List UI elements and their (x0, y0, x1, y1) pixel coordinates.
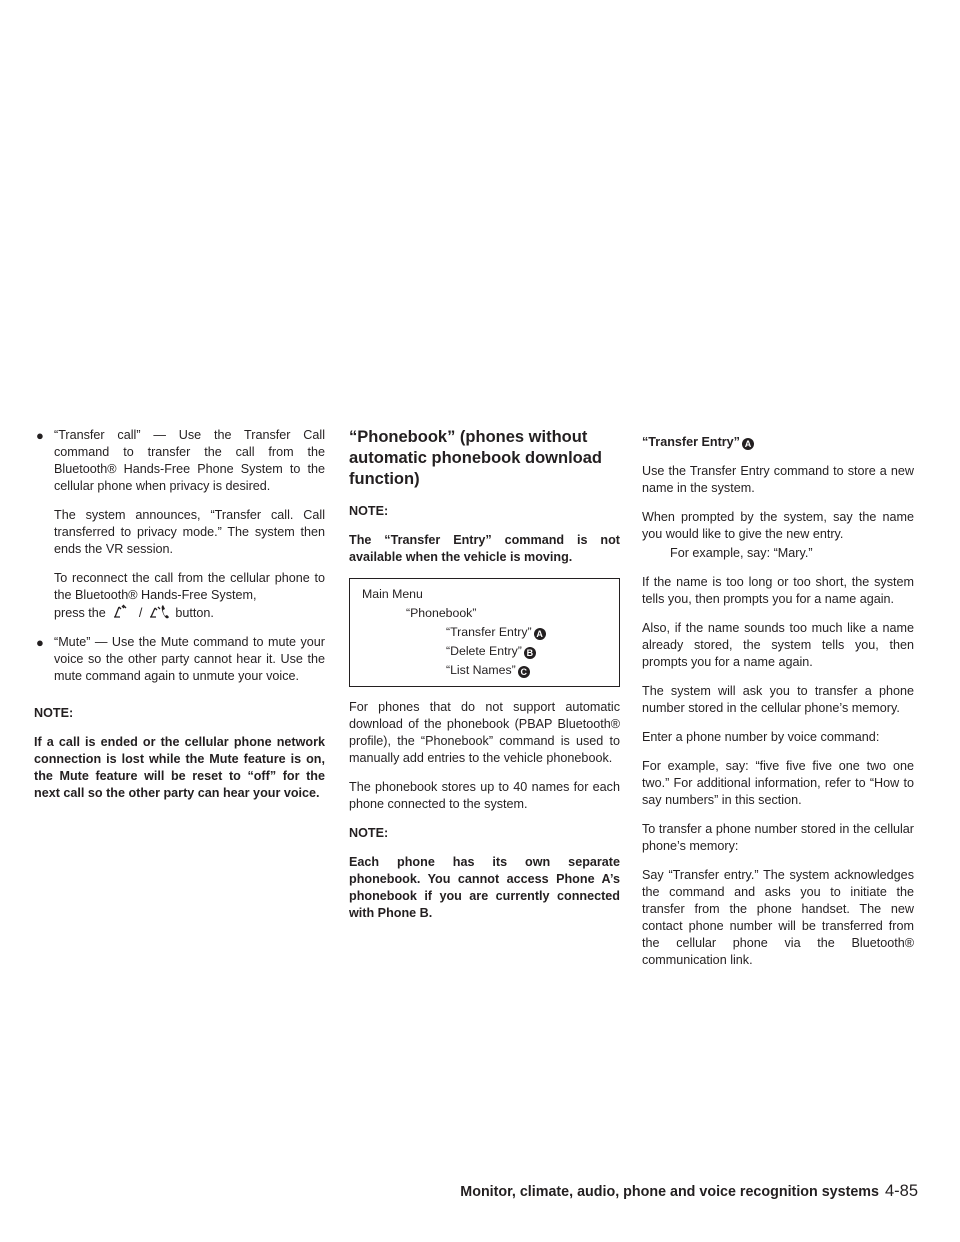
paragraph: If the name is too long or too short, the system tells you, then prompts you for a name again. (642, 575, 914, 606)
press-line (54, 606, 214, 620)
paragraph: When prompted by the system, say the name you would like to give the new entry. (642, 510, 914, 541)
left-column (34, 427, 325, 814)
note-heading: NOTE: (349, 504, 389, 518)
right-column (642, 434, 914, 981)
paragraph: To transfer a phone number stored in the cellular phone’s memory: (642, 822, 914, 853)
note-heading: NOTE: (34, 706, 74, 720)
paragraph: Use the Transfer Entry command to store a new name in the system. (642, 464, 914, 495)
phone-handset-icon (148, 604, 170, 620)
note-heading: NOTE: (349, 826, 389, 840)
section-title: “Phonebook” (phones without automatic phonebook download function) (349, 428, 602, 488)
paragraph: For phones that do not support automatic download of the phonebook (PBAP Bluetooth® profile), the “Phonebook” command is used to manually add entries to the vehicle phonebook. (349, 700, 620, 765)
note-text: The “Transfer Entry” command is not available when the vehicle is moving. (349, 533, 620, 564)
paragraph: For example, say: “five five five one two one two.” For additional information, refer to “How to say numbers” in this section. (642, 759, 914, 807)
menu-item-delete-entry (362, 642, 619, 661)
reconnect-text: To reconnect the call from the cellular phone to the Bluetooth® Hands-Free System, (54, 571, 325, 602)
callout-badge: A (742, 438, 754, 450)
bullet-mute (34, 634, 325, 685)
phone-talk-icon (111, 604, 133, 620)
note-text: Each phone has its own separate phonebook. You cannot access Phone A’s phonebook if you are currently connected with Phone B. (349, 855, 620, 920)
bullet-transfer-call (34, 427, 325, 622)
callout-badge: B (524, 647, 536, 659)
paragraph: Say “Transfer entry.” The system acknowledges the command and asks you to initiate the transfer from the phone handset. The new contact phone number will be transferred from the cellular phone via the Bluetooth® communication link. (642, 868, 914, 967)
transfer-call-announcement: The system announces, “Transfer call. Call transferred to privacy mode.” The system then ends the VR session. (54, 508, 325, 556)
menu-item-label: “List Names” (446, 663, 516, 677)
paragraph: Enter a phone number by voice command: (642, 730, 880, 744)
transfer-entry-heading (642, 434, 914, 451)
menu-item-label: “Delete Entry” (446, 644, 522, 658)
paragraph: The phonebook stores up to 40 names for each phone connected to the system. (349, 780, 620, 811)
note-text: If a call is ended or the cellular phone network connection is lost while the Mute feature is on, the Mute feature will be reset to “off” for the next call so the other party can hear your voice. (34, 735, 325, 800)
bullet-body (54, 427, 325, 622)
page-number: 4-85 (884, 1182, 918, 1200)
callout-badge: A (534, 628, 546, 640)
bullet-dot: ● (36, 635, 44, 650)
middle-column (349, 427, 620, 934)
bullet-dot: ● (36, 428, 44, 443)
footer-section-name: Monitor, climate, audio, phone and voice recognition systems (460, 1184, 879, 1200)
press-the-text: press the (54, 606, 106, 620)
reconnect-instruction (54, 570, 325, 622)
bullet-body (54, 634, 325, 685)
callout-badge: C (518, 666, 530, 678)
button-word: button. (175, 606, 214, 620)
menu-item-label: “Transfer Entry” (446, 625, 532, 639)
paragraph: The system will ask you to transfer a phone number stored in the cellular phone’s memory. (642, 684, 914, 715)
page-footer (460, 1182, 918, 1201)
paragraph: Also, if the name sounds too much like a name already stored, the system tells you, then prompts you for a name again. (642, 621, 914, 669)
menu-root: Main Menu (362, 587, 423, 601)
menu-item-list-names (362, 661, 619, 680)
transfer-call-text: “Transfer call” — Use the Transfer Call command to transfer the call from the Bluetooth® Hands-Free Phone System to the cellular phone when privacy is desired. (54, 428, 325, 493)
menu-level1: “Phonebook” (406, 606, 477, 620)
menu-item-transfer-entry (362, 623, 619, 642)
menu-tree-box (349, 578, 620, 687)
mute-text: “Mute” — Use the Mute command to mute your voice so the other party cannot hear it. Use the mute command again to unmute your voice. (54, 635, 325, 683)
slash-separator: / (138, 606, 143, 620)
example-text: For example, say: “Mary.” (670, 546, 813, 560)
heading-text: “Transfer Entry” (642, 435, 740, 449)
